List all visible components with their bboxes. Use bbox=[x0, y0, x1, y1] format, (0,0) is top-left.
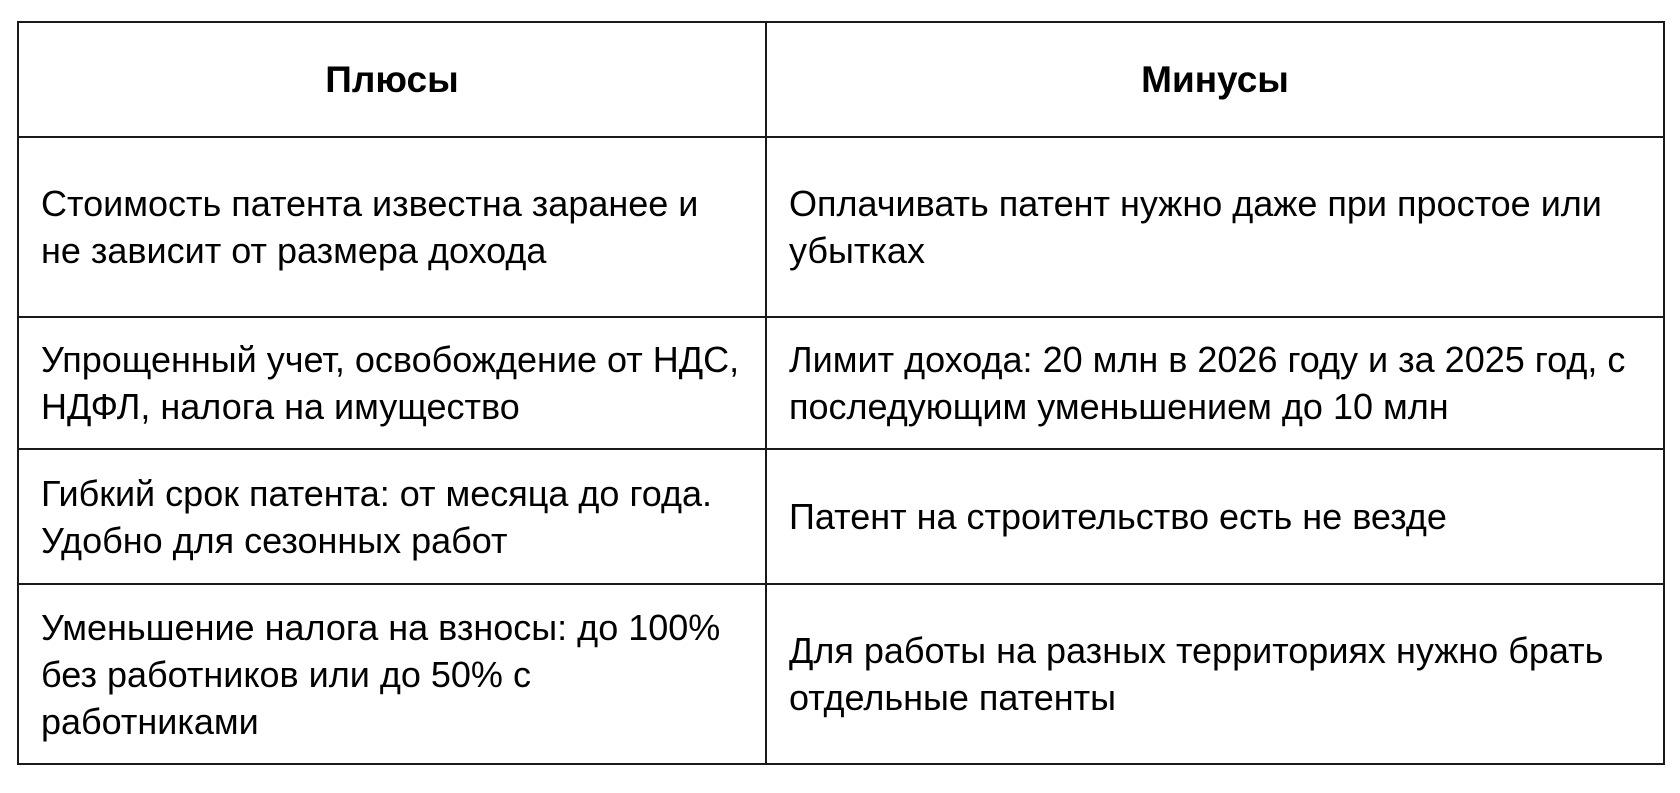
pros-cons-table bbox=[17, 21, 1665, 765]
table-header bbox=[18, 22, 1664, 137]
cons-cell: Для работы на разных территориях нужно брать отдельные патенты bbox=[766, 584, 1664, 764]
cons-cell: Патент на строительство есть не везде bbox=[766, 449, 1664, 584]
table-row bbox=[18, 317, 1664, 449]
table-row bbox=[18, 449, 1664, 584]
cons-cell: Оплачивать патент нужно даже при простое или убытках bbox=[766, 137, 1664, 317]
pros-cell: Уменьшение налога на взносы: до 100% без работников или до 50% с работниками bbox=[18, 584, 766, 764]
pros-cell: Гибкий срок патента: от месяца до года. Удобно для сезонных работ bbox=[18, 449, 766, 584]
pros-cell: Упрощенный учет, освобождение от НДС, НДФЛ, налога на имущество bbox=[18, 317, 766, 449]
cons-header: Минусы bbox=[766, 22, 1664, 137]
table-row bbox=[18, 137, 1664, 317]
pros-header: Плюсы bbox=[18, 22, 766, 137]
table-body bbox=[18, 137, 1664, 764]
pros-cell: Стоимость патента известна заранее и не зависит от размера дохода bbox=[18, 137, 766, 317]
table-row bbox=[18, 584, 1664, 764]
header-row bbox=[18, 22, 1664, 137]
cons-cell: Лимит дохода: 20 млн в 2026 году и за 2025 год, с последующим уменьшением до 10 млн bbox=[766, 317, 1664, 449]
